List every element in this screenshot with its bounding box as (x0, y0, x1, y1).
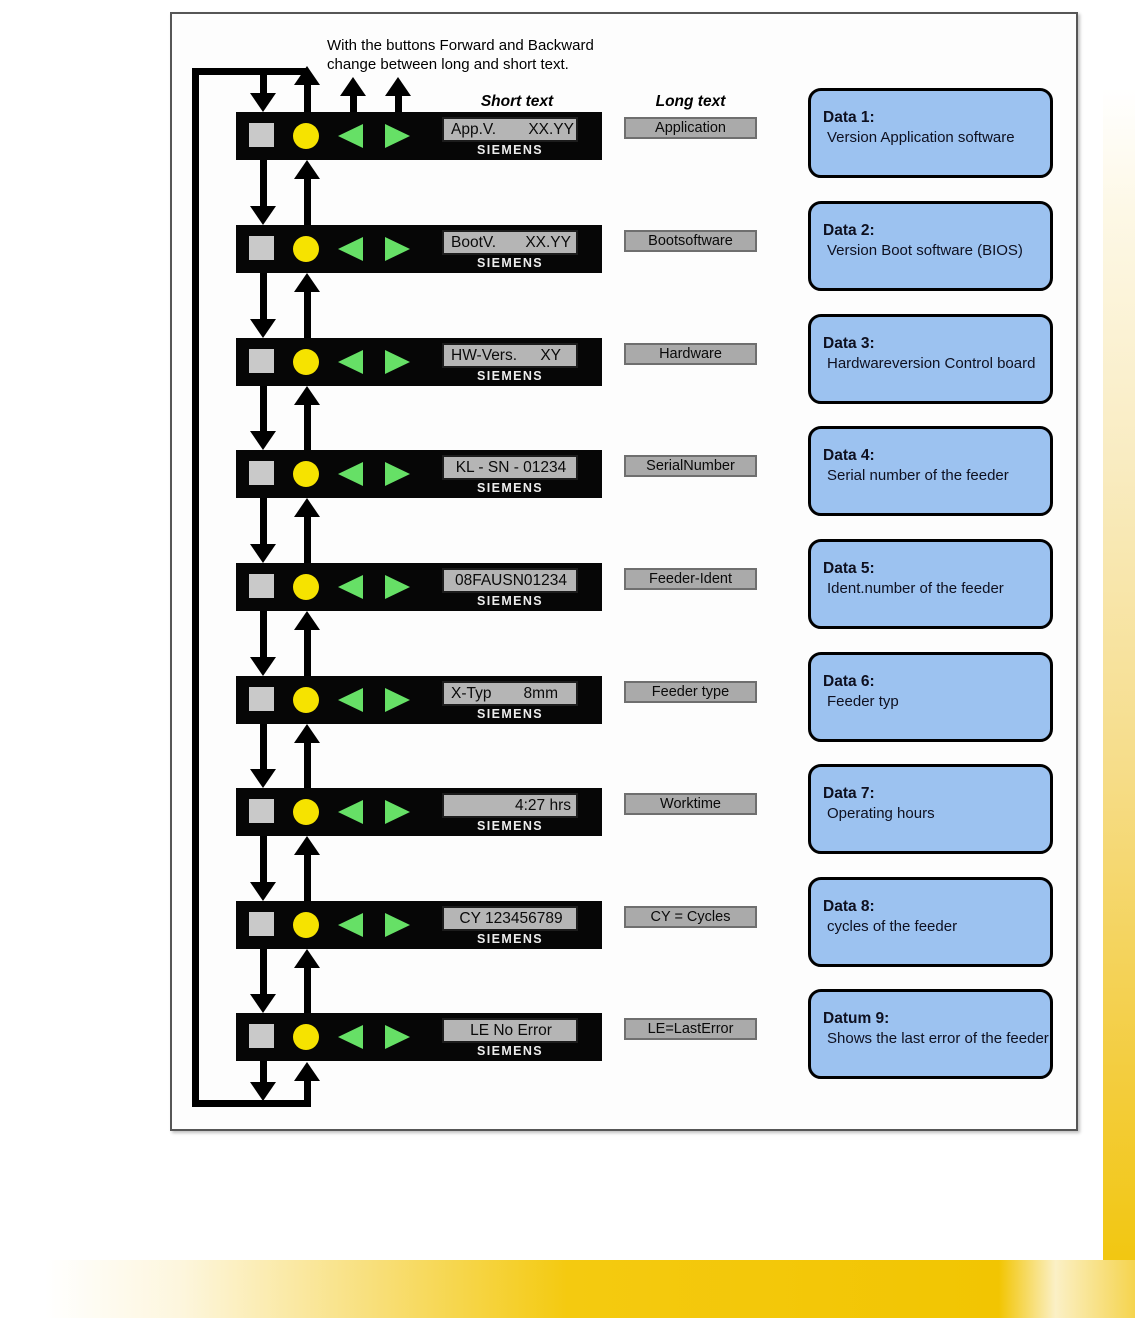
loop-line-top (192, 68, 308, 75)
backward-button[interactable] (338, 575, 363, 599)
flow-arrow-down (250, 611, 276, 676)
long-text-box: SerialNumber (624, 455, 757, 477)
arrow-shaft (304, 853, 311, 901)
flow-arrow-down (250, 498, 276, 563)
siemens-logo: SIEMENS (476, 481, 544, 495)
loop-line-left (192, 68, 199, 1107)
arrow-shaft (304, 515, 311, 563)
backward-button[interactable] (338, 124, 363, 148)
arrow-shaft (260, 498, 267, 546)
data-title: Data 7: (823, 785, 875, 802)
flow-arrow-up (294, 160, 320, 225)
data-title: Data 2: (823, 222, 875, 239)
data-title: Data 8: (823, 898, 875, 915)
device-panel (236, 112, 602, 160)
flow-arrow-up (294, 66, 320, 112)
arrow-shaft (304, 83, 311, 112)
flow-arrow-down (250, 75, 276, 112)
display-text-right: 8mm (523, 684, 558, 702)
arrow-shaft (260, 949, 267, 996)
mode-button[interactable] (249, 912, 274, 936)
siemens-logo: SIEMENS (476, 932, 544, 946)
backward-button[interactable] (338, 462, 363, 486)
data-description: Version Application software (827, 129, 1015, 146)
flow-arrow-up (294, 386, 320, 450)
arrow-head (294, 160, 320, 179)
data-description-box (808, 539, 1053, 629)
long-text-box: Hardware (624, 343, 757, 365)
flow-arrow-up (294, 273, 320, 338)
forward-button[interactable] (385, 688, 410, 712)
arrow-head (294, 949, 320, 968)
select-button[interactable] (293, 912, 319, 938)
arrow-head (340, 77, 366, 96)
data-description-box (808, 314, 1053, 404)
select-button[interactable] (293, 123, 319, 149)
mode-button[interactable] (249, 236, 274, 260)
forward-pointer-arrow (385, 77, 411, 112)
data-description-box (808, 426, 1053, 516)
flow-arrow-up (294, 949, 320, 1013)
data-title: Datum 9: (823, 1010, 890, 1027)
caption-line-2: change between long and short text. (327, 56, 569, 73)
display-text-right: 4:27 hrs (514, 796, 571, 814)
right-gradient-bar (1103, 88, 1135, 1318)
backward-button[interactable] (338, 688, 363, 712)
data-description: Version Boot software (BIOS) (827, 242, 1023, 259)
flow-arrow-up (294, 611, 320, 676)
data-description: Feeder typ (827, 693, 899, 710)
arrow-head (294, 386, 320, 405)
device-panel (236, 563, 602, 611)
arrow-shaft (260, 273, 267, 321)
data-description: Serial number of the feeder (827, 467, 1009, 484)
lcd-display (442, 681, 578, 706)
arrow-head (250, 882, 276, 901)
display-text-center: CY 123456789 (459, 909, 563, 927)
data-title: Data 3: (823, 335, 875, 352)
forward-button[interactable] (385, 575, 410, 599)
arrow-head (385, 77, 411, 96)
backward-button[interactable] (338, 237, 363, 261)
arrow-head (250, 206, 276, 225)
flow-arrow-up (294, 1062, 320, 1107)
arrow-shaft (260, 386, 267, 433)
lcd-display (442, 1018, 578, 1043)
data-title: Data 5: (823, 560, 875, 577)
long-text-box: Application (624, 117, 757, 139)
forward-button[interactable] (385, 1025, 410, 1049)
flow-arrow-down (250, 1061, 276, 1101)
arrow-head (294, 724, 320, 743)
long-text-box: LE=LastError (624, 1018, 757, 1040)
display-text-right: XY (540, 346, 561, 364)
data-title: Data 6: (823, 673, 875, 690)
backward-button[interactable] (338, 1025, 363, 1049)
caption-line-1: With the buttons Forward and Backward (327, 37, 594, 54)
select-button[interactable] (293, 799, 319, 825)
display-text-left: App.V. (451, 120, 497, 138)
data-description-box (808, 877, 1053, 967)
arrow-head (250, 431, 276, 450)
arrow-shaft (260, 160, 267, 208)
forward-button[interactable] (385, 124, 410, 148)
arrow-shaft (260, 836, 267, 884)
arrow-shaft (304, 403, 311, 450)
arrow-head (250, 657, 276, 676)
long-text-header: Long text (655, 93, 726, 110)
device-panel (236, 338, 602, 386)
lcd-display (442, 793, 578, 818)
data-description-box (808, 88, 1053, 178)
siemens-logo: SIEMENS (476, 594, 544, 608)
data-description: Hardwareversion Control board (827, 355, 1036, 372)
arrow-head (250, 769, 276, 788)
arrow-head (294, 498, 320, 517)
forward-button[interactable] (385, 350, 410, 374)
display-text-center: KL - SN - 01234 (455, 458, 567, 476)
data-title: Data 4: (823, 447, 875, 464)
select-button[interactable] (293, 461, 319, 487)
mode-button[interactable] (249, 1024, 274, 1048)
arrow-shaft (304, 1079, 311, 1107)
data-description-box (808, 201, 1053, 291)
mode-button[interactable] (249, 799, 274, 823)
mode-button[interactable] (249, 574, 274, 598)
arrow-head (250, 1082, 276, 1101)
arrow-head (294, 836, 320, 855)
forward-button[interactable] (385, 800, 410, 824)
flow-arrow-down (250, 836, 276, 901)
device-panel (236, 788, 602, 836)
arrow-head (294, 611, 320, 630)
long-text-box: Bootsoftware (624, 230, 757, 252)
flow-arrow-up (294, 724, 320, 788)
arrow-shaft (304, 628, 311, 676)
siemens-logo: SIEMENS (476, 369, 544, 383)
flow-arrow-down (250, 160, 276, 225)
display-text-right: XX.YY (525, 233, 571, 251)
select-button[interactable] (293, 349, 319, 375)
arrow-shaft (260, 1061, 267, 1084)
lcd-display (442, 343, 578, 368)
select-button[interactable] (293, 574, 319, 600)
long-text-box: Feeder type (624, 681, 757, 703)
arrow-head (294, 1062, 320, 1081)
siemens-logo: SIEMENS (476, 143, 544, 157)
data-title: Data 1: (823, 109, 875, 126)
arrow-shaft (304, 741, 311, 788)
backward-button[interactable] (338, 350, 363, 374)
select-button[interactable] (293, 1024, 319, 1050)
siemens-logo: SIEMENS (476, 819, 544, 833)
display-text-center: 08FAUSN01234 (454, 571, 568, 589)
data-description-box (808, 764, 1053, 854)
mode-button[interactable] (249, 687, 274, 711)
arrow-shaft (260, 75, 267, 95)
arrow-head (294, 273, 320, 292)
forward-button[interactable] (385, 237, 410, 261)
display-text-left: HW-Vers. (451, 346, 518, 364)
select-button[interactable] (293, 687, 319, 713)
arrow-head (250, 319, 276, 338)
siemens-logo: SIEMENS (476, 707, 544, 721)
data-description-box (808, 652, 1053, 742)
data-description-box (808, 989, 1053, 1079)
backward-button[interactable] (338, 913, 363, 937)
data-description: Ident.number of the feeder (827, 580, 1004, 597)
device-panel (236, 1013, 602, 1061)
lcd-display (442, 906, 578, 931)
device-panel (236, 450, 602, 498)
forward-button[interactable] (385, 913, 410, 937)
arrow-head (250, 93, 276, 112)
forward-button[interactable] (385, 462, 410, 486)
arrow-shaft (304, 290, 311, 338)
flow-arrow-up (294, 836, 320, 901)
backward-button[interactable] (338, 800, 363, 824)
mode-button[interactable] (249, 349, 274, 373)
mode-button[interactable] (249, 461, 274, 485)
display-text-left: X-Typ (451, 684, 492, 702)
long-text-box: Worktime (624, 793, 757, 815)
siemens-logo: SIEMENS (476, 256, 544, 270)
flow-arrow-down (250, 273, 276, 338)
diagram-caption (327, 36, 594, 74)
select-button[interactable] (293, 236, 319, 262)
display-text-center: LE No Error (470, 1021, 552, 1039)
arrow-shaft (304, 966, 311, 1013)
arrow-shaft (350, 94, 357, 112)
lcd-display (442, 230, 578, 255)
flow-arrow-down (250, 724, 276, 788)
mode-button[interactable] (249, 123, 274, 147)
arrow-head (250, 544, 276, 563)
flow-arrow-up (294, 498, 320, 563)
arrow-shaft (260, 724, 267, 771)
siemens-logo: SIEMENS (476, 1044, 544, 1058)
data-description: cycles of the feeder (827, 918, 958, 935)
device-panel (236, 676, 602, 724)
arrow-head (294, 66, 320, 85)
long-text-box: CY = Cycles (624, 906, 757, 928)
flow-arrow-down (250, 949, 276, 1013)
short-text-header: Short text (480, 93, 554, 110)
display-text-right: XX.YY (528, 120, 574, 138)
loop-line-bottom (192, 1100, 308, 1107)
long-text-box: Feeder-Ident (624, 568, 757, 590)
footer-gradient-band (0, 1260, 1135, 1318)
lcd-display (442, 568, 578, 593)
flow-arrow-down (250, 386, 276, 450)
arrow-shaft (304, 177, 311, 225)
device-panel (236, 225, 602, 273)
lcd-display (442, 117, 578, 142)
backward-pointer-arrow (340, 77, 366, 112)
display-text-left: BootV. (451, 233, 497, 251)
arrow-shaft (395, 94, 402, 112)
data-description: Shows the last error of the feeder (827, 1030, 1049, 1047)
arrow-shaft (260, 611, 267, 659)
lcd-display (442, 455, 578, 480)
arrow-head (250, 994, 276, 1013)
device-panel (236, 901, 602, 949)
data-description: Operating hours (827, 805, 935, 822)
